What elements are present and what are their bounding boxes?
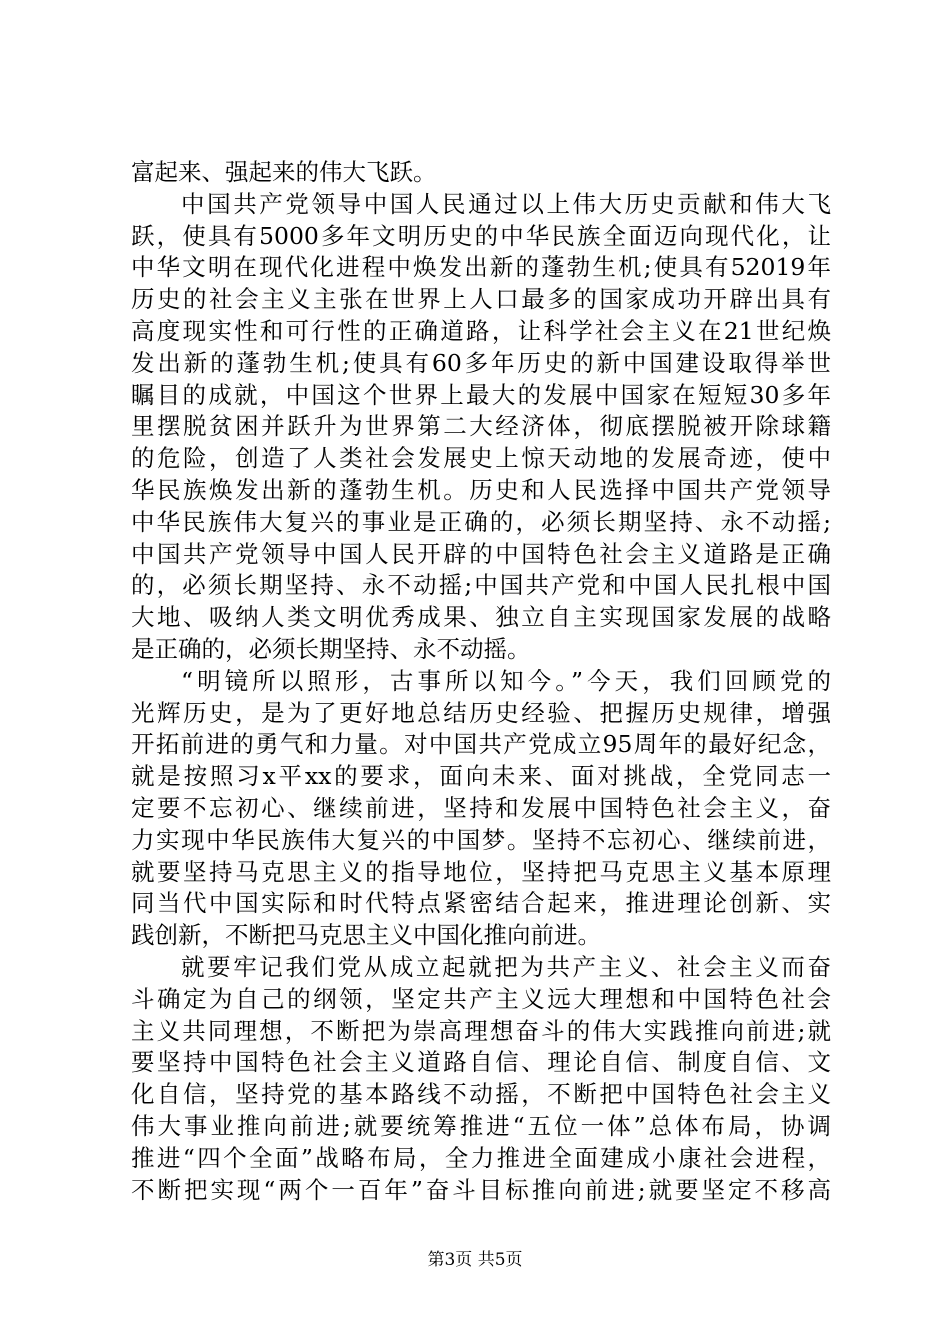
text-line: 斗确定为自己的纲领，坚定共产主义远大理想和中国特色社会 <box>131 984 831 1013</box>
paragraph-start-line: 就要牢记我们党从成立起就把为共产主义、社会主义而奋 <box>181 952 831 981</box>
text-line: 要坚持中国特色社会主义道路自信、理论自信、制度自信、文 <box>131 1048 831 1077</box>
text-line: 力实现中华民族伟大复兴的中国梦。坚持不忘初心、继续前进， <box>131 825 831 854</box>
text-line: 不断把实现“两个一百年”奋斗目标推向前进;就要坚定不移高 <box>131 1175 831 1204</box>
text-line: 的危险，创造了人类社会发展史上惊天动地的发展奇迹，使中 <box>131 444 831 473</box>
text-line: 推进“四个全面”战略布局，全力推进全面建成小康社会进程， <box>131 1143 831 1172</box>
text-line: 历史的社会主义主张在世界上人口最多的国家成功开辟出具有 <box>131 285 831 314</box>
text-line: 里摆脱贫困并跃升为世界第二大经济体，彻底摆脱被开除球籍 <box>131 412 831 441</box>
text-line: 化自信，坚持党的基本路线不动摇，不断把中国特色社会主义 <box>131 1080 831 1109</box>
text-line: 中国共产党领导中国人民开辟的中国特色社会主义道路是正确 <box>131 539 831 568</box>
text-line: 伟大事业推向前进;就要统筹推进“五位一体”总体布局，协调 <box>131 1111 831 1140</box>
text-line: 是正确的，必须长期坚持、永不动摇。 <box>131 634 531 663</box>
page-number-footer: 第3页 共5页 <box>427 1250 523 1270</box>
text-line: 瞩目的成就，中国这个世界上最大的发展中国家在短短30多年 <box>131 380 831 409</box>
text-line: 中华民族伟大复兴的事业是正确的，必须长期坚持、永不动摇; <box>131 507 831 536</box>
document-body <box>131 157 831 1206</box>
text-line: 跃，使具有5000多年文明历史的中华民族全面迈向现代化，让 <box>131 221 831 250</box>
text-line: 主义共同理想，不断把为崇高理想奋斗的伟大实践推向前进;就 <box>131 1016 831 1045</box>
text-line: 中华文明在现代化进程中焕发出新的蓬勃生机;使具有52019年 <box>131 253 831 282</box>
text-line: 光辉历史，是为了更好地总结历史经验、把握历史规律，增强 <box>131 698 831 727</box>
text-line: 开拓前进的勇气和力量。对中国共产党成立95周年的最好纪念， <box>131 730 831 759</box>
text-line: 的，必须长期坚持、永不动摇;中国共产党和中国人民扎根中国 <box>131 571 831 600</box>
text-line: 定要不忘初心、继续前进，坚持和发展中国特色社会主义，奋 <box>131 793 831 822</box>
text-line: 华民族焕发出新的蓬勃生机。历史和人民选择中国共产党领导 <box>131 475 831 504</box>
text-line: 发出新的蓬勃生机;使具有60多年历史的新中国建设取得举世 <box>131 348 831 377</box>
text-line: 就要坚持马克思主义的指导地位，坚持把马克思主义基本原理 <box>131 857 831 886</box>
text-line: 同当代中国实际和时代特点紧密结合起来，推进理论创新、实 <box>131 889 831 918</box>
text-line: 践创新，不断把马克思主义中国化推向前进。 <box>131 921 601 950</box>
text-line: 大地、吸纳人类文明优秀成果、独立自主实现国家发展的战略 <box>131 603 831 632</box>
text-line: 富起来、强起来的伟大飞跃。 <box>131 158 437 186</box>
paragraph-start-line: “明镜所以照形，古事所以知今。”今天，我们回顾党的 <box>181 666 831 695</box>
text-line: 高度现实性和可行性的正确道路，让科学社会主义在21世纪焕 <box>131 316 831 345</box>
text-line: 就是按照习x平xx的要求，面向未来、面对挑战，全党同志一 <box>131 762 831 791</box>
paragraph-start-line: 中国共产党领导中国人民通过以上伟大历史贡献和伟大飞 <box>181 189 831 218</box>
